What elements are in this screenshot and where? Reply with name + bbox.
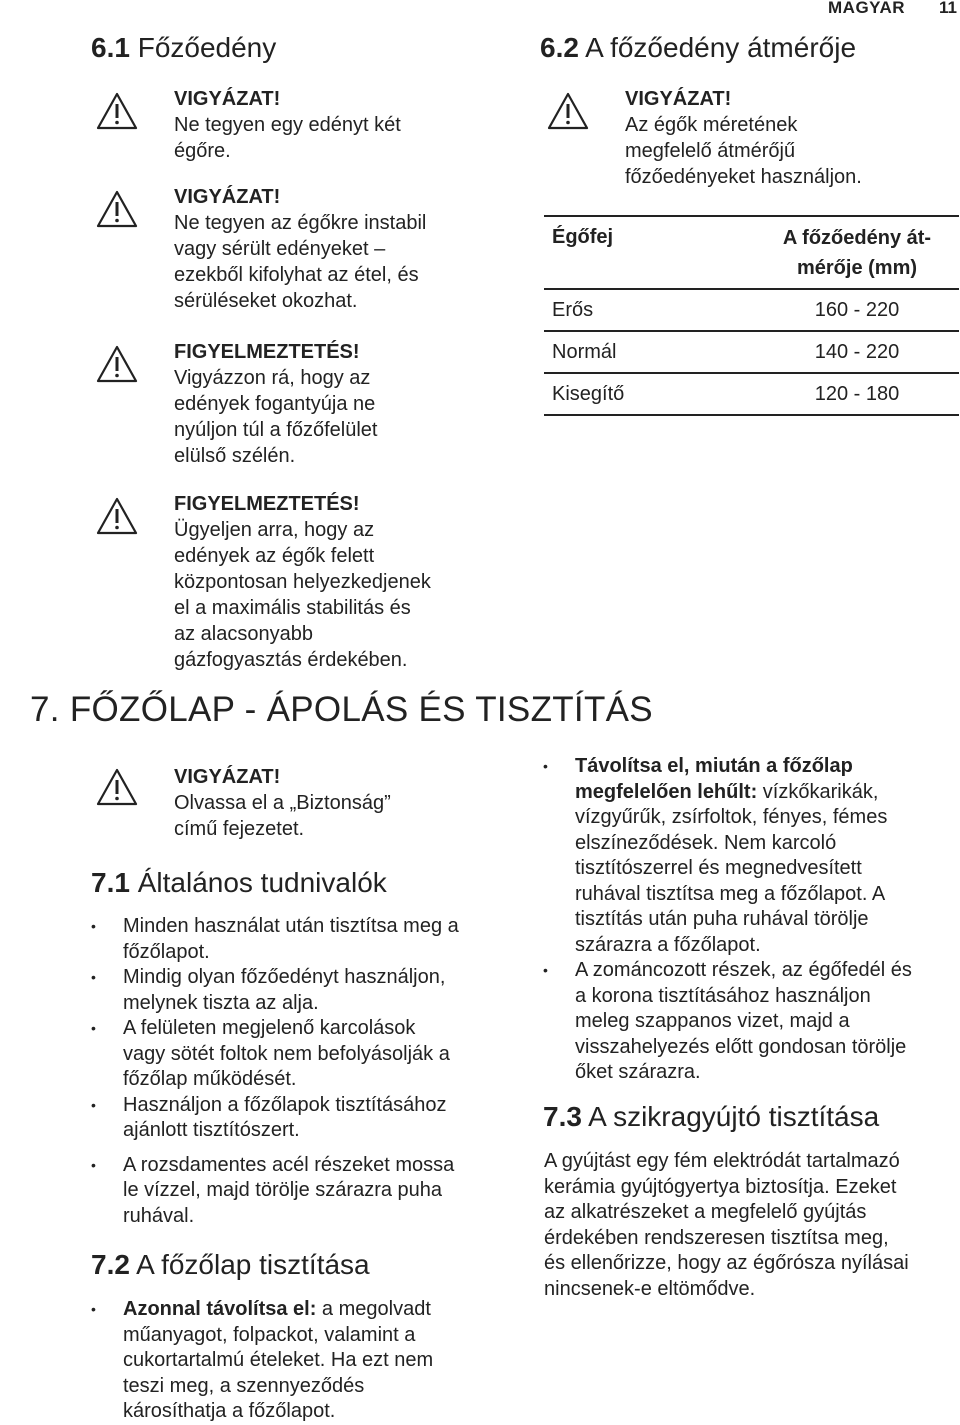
page-number: 11 xyxy=(939,0,957,17)
list-item: • Azonnal távolítsa el: a megolvadt műanyagot, folpackot, valamint a cukortartalmú ételeket. Ha ezt nem teszi meg, a szennyeződés károsíthatja a főzőlapot. xyxy=(123,1297,523,1425)
table-cell-burner: Kisegítő xyxy=(552,382,625,405)
warning-block-1: VIGYÁZAT! Ne tegyen egy edényt két égőre. xyxy=(174,88,401,162)
warning-block-2: VIGYÁZAT! Ne tegyen az égőkre instabil vagy sérült edényeket – ezekből kifolyhat az étel, és sérüléseket okozhat. xyxy=(174,186,427,312)
section-6-1-heading: 6.1 Főzőedény xyxy=(91,32,277,63)
list-item: • Mindig olyan főzőedényt használjon, melynek tiszta az alja. xyxy=(123,965,523,1016)
spark-igniter-paragraph: A gyújtást egy fém elektródát tartalmazó kerámia gyújtógyertya biztosítja. Ezeket az alkatrészeket a megfelelő gyújtás érdekében rendszeresen tisztítsa meg, és ellenőrizze, hogy az égőrósza nyílásai nincsenek-e eltömődve. xyxy=(544,1150,909,1300)
section-6-2-heading: 6.2 A főzőedény átmérője xyxy=(540,32,857,63)
section-7-3-heading: 7.3 A szikragyújtó tisztítása xyxy=(543,1101,880,1132)
warning-block-4: FIGYELMEZTETÉS! Ügyeljen arra, hogy az edények az égők felett központosan helyezkedjenek el a maximális stabilitás és az alacsonyabb gázfogyasztás érdekében. xyxy=(174,493,431,671)
warning-block-7: VIGYÁZAT! Olvassa el a „Biztonság” című fejezetet. xyxy=(174,766,391,840)
list-item: • A zománcozott részek, az égőfedél és a korona tisztításához használjon meleg szappanos vizet, majd a visszahelyezés előtt gondosan törölje őket szárazra. xyxy=(575,958,960,1086)
table-header xyxy=(544,215,959,290)
warning-icon xyxy=(96,92,138,135)
warning-icon xyxy=(96,345,138,388)
list-item: • A rozsdamentes acél részeket mossa le vízzel, majd törölje szárazra puha ruhával. xyxy=(123,1153,523,1230)
table-cell-diameter: 140 - 220 xyxy=(814,340,900,363)
warning-block-6-2: VIGYÁZAT! Az égők méretének megfelelő átmérőjű főzőedényeket használjon. xyxy=(625,88,862,188)
section-7-2-heading: 7.2 A főzőlap tisztítása xyxy=(91,1249,370,1280)
table-header-burner: Égőfej xyxy=(552,226,614,248)
list-item: • Használjon a főzőlapok tisztításához ajánlott tisztítószert. xyxy=(123,1093,523,1144)
table-row xyxy=(544,290,959,332)
table-cell-burner: Erős xyxy=(552,298,594,321)
list-item: • A felületen megjelenő karcolások vagy sötét foltok nem befolyásolják a főzőlap működését. xyxy=(123,1016,523,1093)
cookware-diameter-table xyxy=(544,215,959,416)
section-7-1-heading: 7.1 Általános tudnivalók xyxy=(91,867,387,898)
general-info-list xyxy=(123,914,523,1229)
table-row xyxy=(544,374,959,416)
warning-block-3: FIGYELMEZTETÉS! Vigyázzon rá, hogy az edények fogantyúja ne nyúljon túl a főzőfelület elülső szélén. xyxy=(174,341,378,467)
table-cell-diameter: 160 - 220 xyxy=(814,298,900,321)
warning-icon xyxy=(547,92,589,135)
table-row xyxy=(544,332,959,374)
table-header-diameter: A főzőedény át- mérője (mm) xyxy=(782,227,932,279)
list-item: • Távolítsa el, miután a főzőlap megfelelően lehűlt: vízkőkarikák, vízgyűrűk, zsírfoltok, fényes, fémes elszíneződések. Nem karcoló tisztítószerrel és megnedvesített ruhával tisztítsa meg a főzőlapot. A tisztítás után puha ruhával törölje szárazra a főzőlapot. xyxy=(575,754,960,958)
warning-icon xyxy=(96,190,138,233)
warning-icon xyxy=(96,768,138,811)
warning-icon xyxy=(96,497,138,540)
cleaning-list-right xyxy=(575,754,960,1086)
table-cell-burner: Normál xyxy=(552,340,617,363)
list-item: • Minden használat után tisztítsa meg a főzőlapot. xyxy=(123,914,523,965)
header-language: MAGYAR xyxy=(828,0,905,17)
chapter-7-heading: 7. FŐZŐLAP - ÁPOLÁS ÉS TISZTÍTÁS xyxy=(30,690,653,729)
cleaning-list-left xyxy=(123,1297,523,1425)
table-cell-diameter: 120 - 180 xyxy=(814,382,900,405)
